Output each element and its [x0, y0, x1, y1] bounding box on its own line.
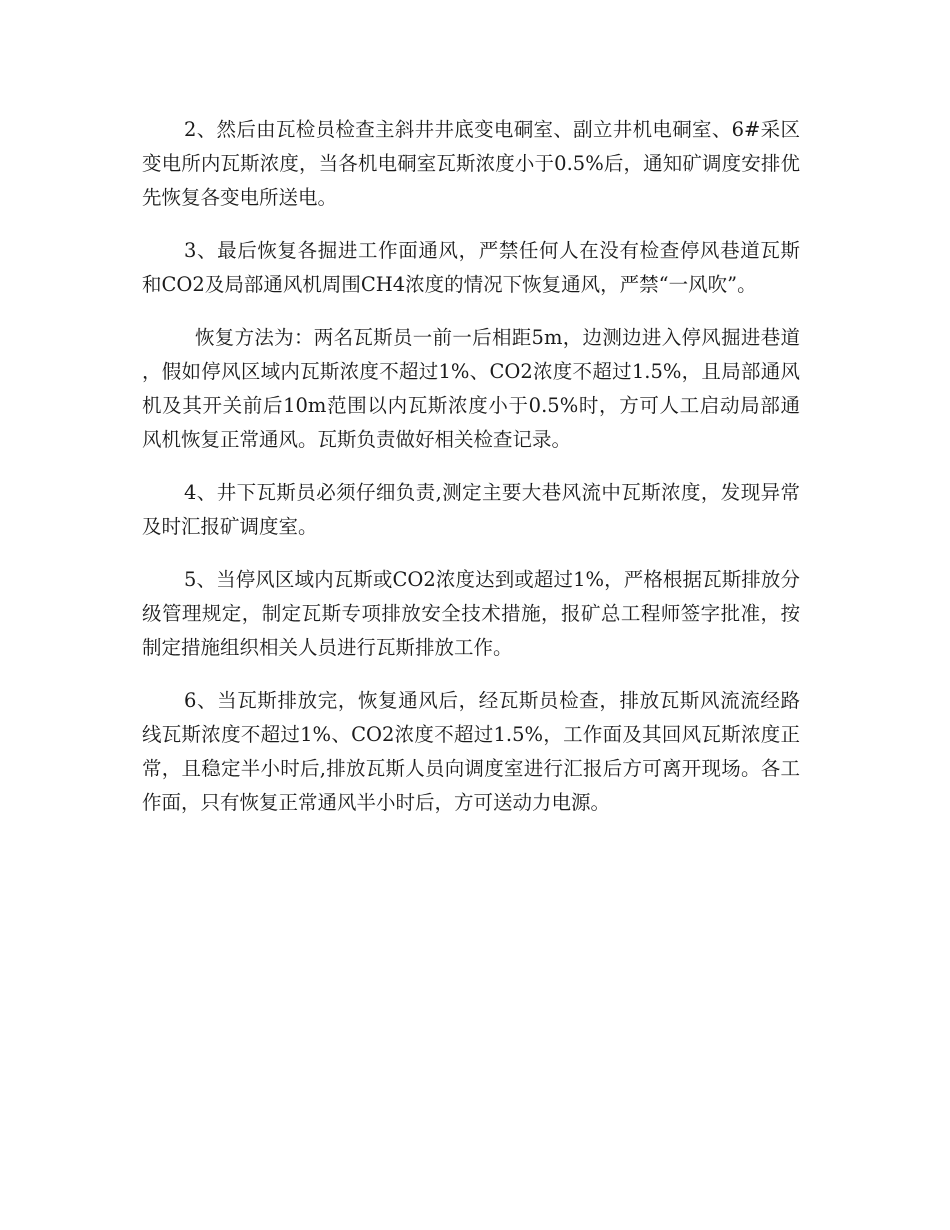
- paragraph-recovery-method: 恢复方法为：两名瓦斯员一前一后相距5m，边测边进入停风掘进巷道，假如停风区域内瓦斯浓度不超过1%、CO2浓度不超过1.5%，且局部通风机及其开关前后10m范围以内瓦斯浓度小于0.5%时，方可人工启动局部通风机恢复正常通风。瓦斯负责做好相关检查记录。: [142, 326, 800, 451]
- paragraph-step-5: 5、当停风区域内瓦斯或CO2浓度达到或超过1%，严格根据瓦斯排放分级管理规定，制定瓦斯专项排放安全技术措施，报矿总工程师签字批准，按制定措施组织相关人员进行瓦斯排放工作。: [142, 568, 800, 659]
- paragraph-step-4: 4、井下瓦斯员必须仔细负责,测定主要大巷风流中瓦斯浓度，发现异常及时汇报矿调度室。: [142, 481, 800, 538]
- paragraph-step-3: 3、最后恢复各掘进工作面通风，严禁任何人在没有检查停风巷道瓦斯和CO2及局部通风机周围CH4浓度的情况下恢复通风，严禁“一风吹”。: [142, 239, 800, 296]
- paragraph-step-2: 2、然后由瓦检员检查主斜井井底变电硐室、副立井机电硐室、6#采区变电所内瓦斯浓度，当各机电硐室瓦斯浓度小于0.5%后，通知矿调度安排优先恢复各变电所送电。: [142, 118, 800, 209]
- paragraph-step-6: 6、当瓦斯排放完，恢复通风后，经瓦斯员检查，排放瓦斯风流流经路线瓦斯浓度不超过1%、CO2浓度不超过1.5%，工作面及其回风瓦斯浓度正常，且稳定半小时后,排放瓦斯人员向调度室进行汇报后方可离开现场。各工作面，只有恢复正常通风半小时后，方可送动力电源。: [142, 689, 800, 814]
